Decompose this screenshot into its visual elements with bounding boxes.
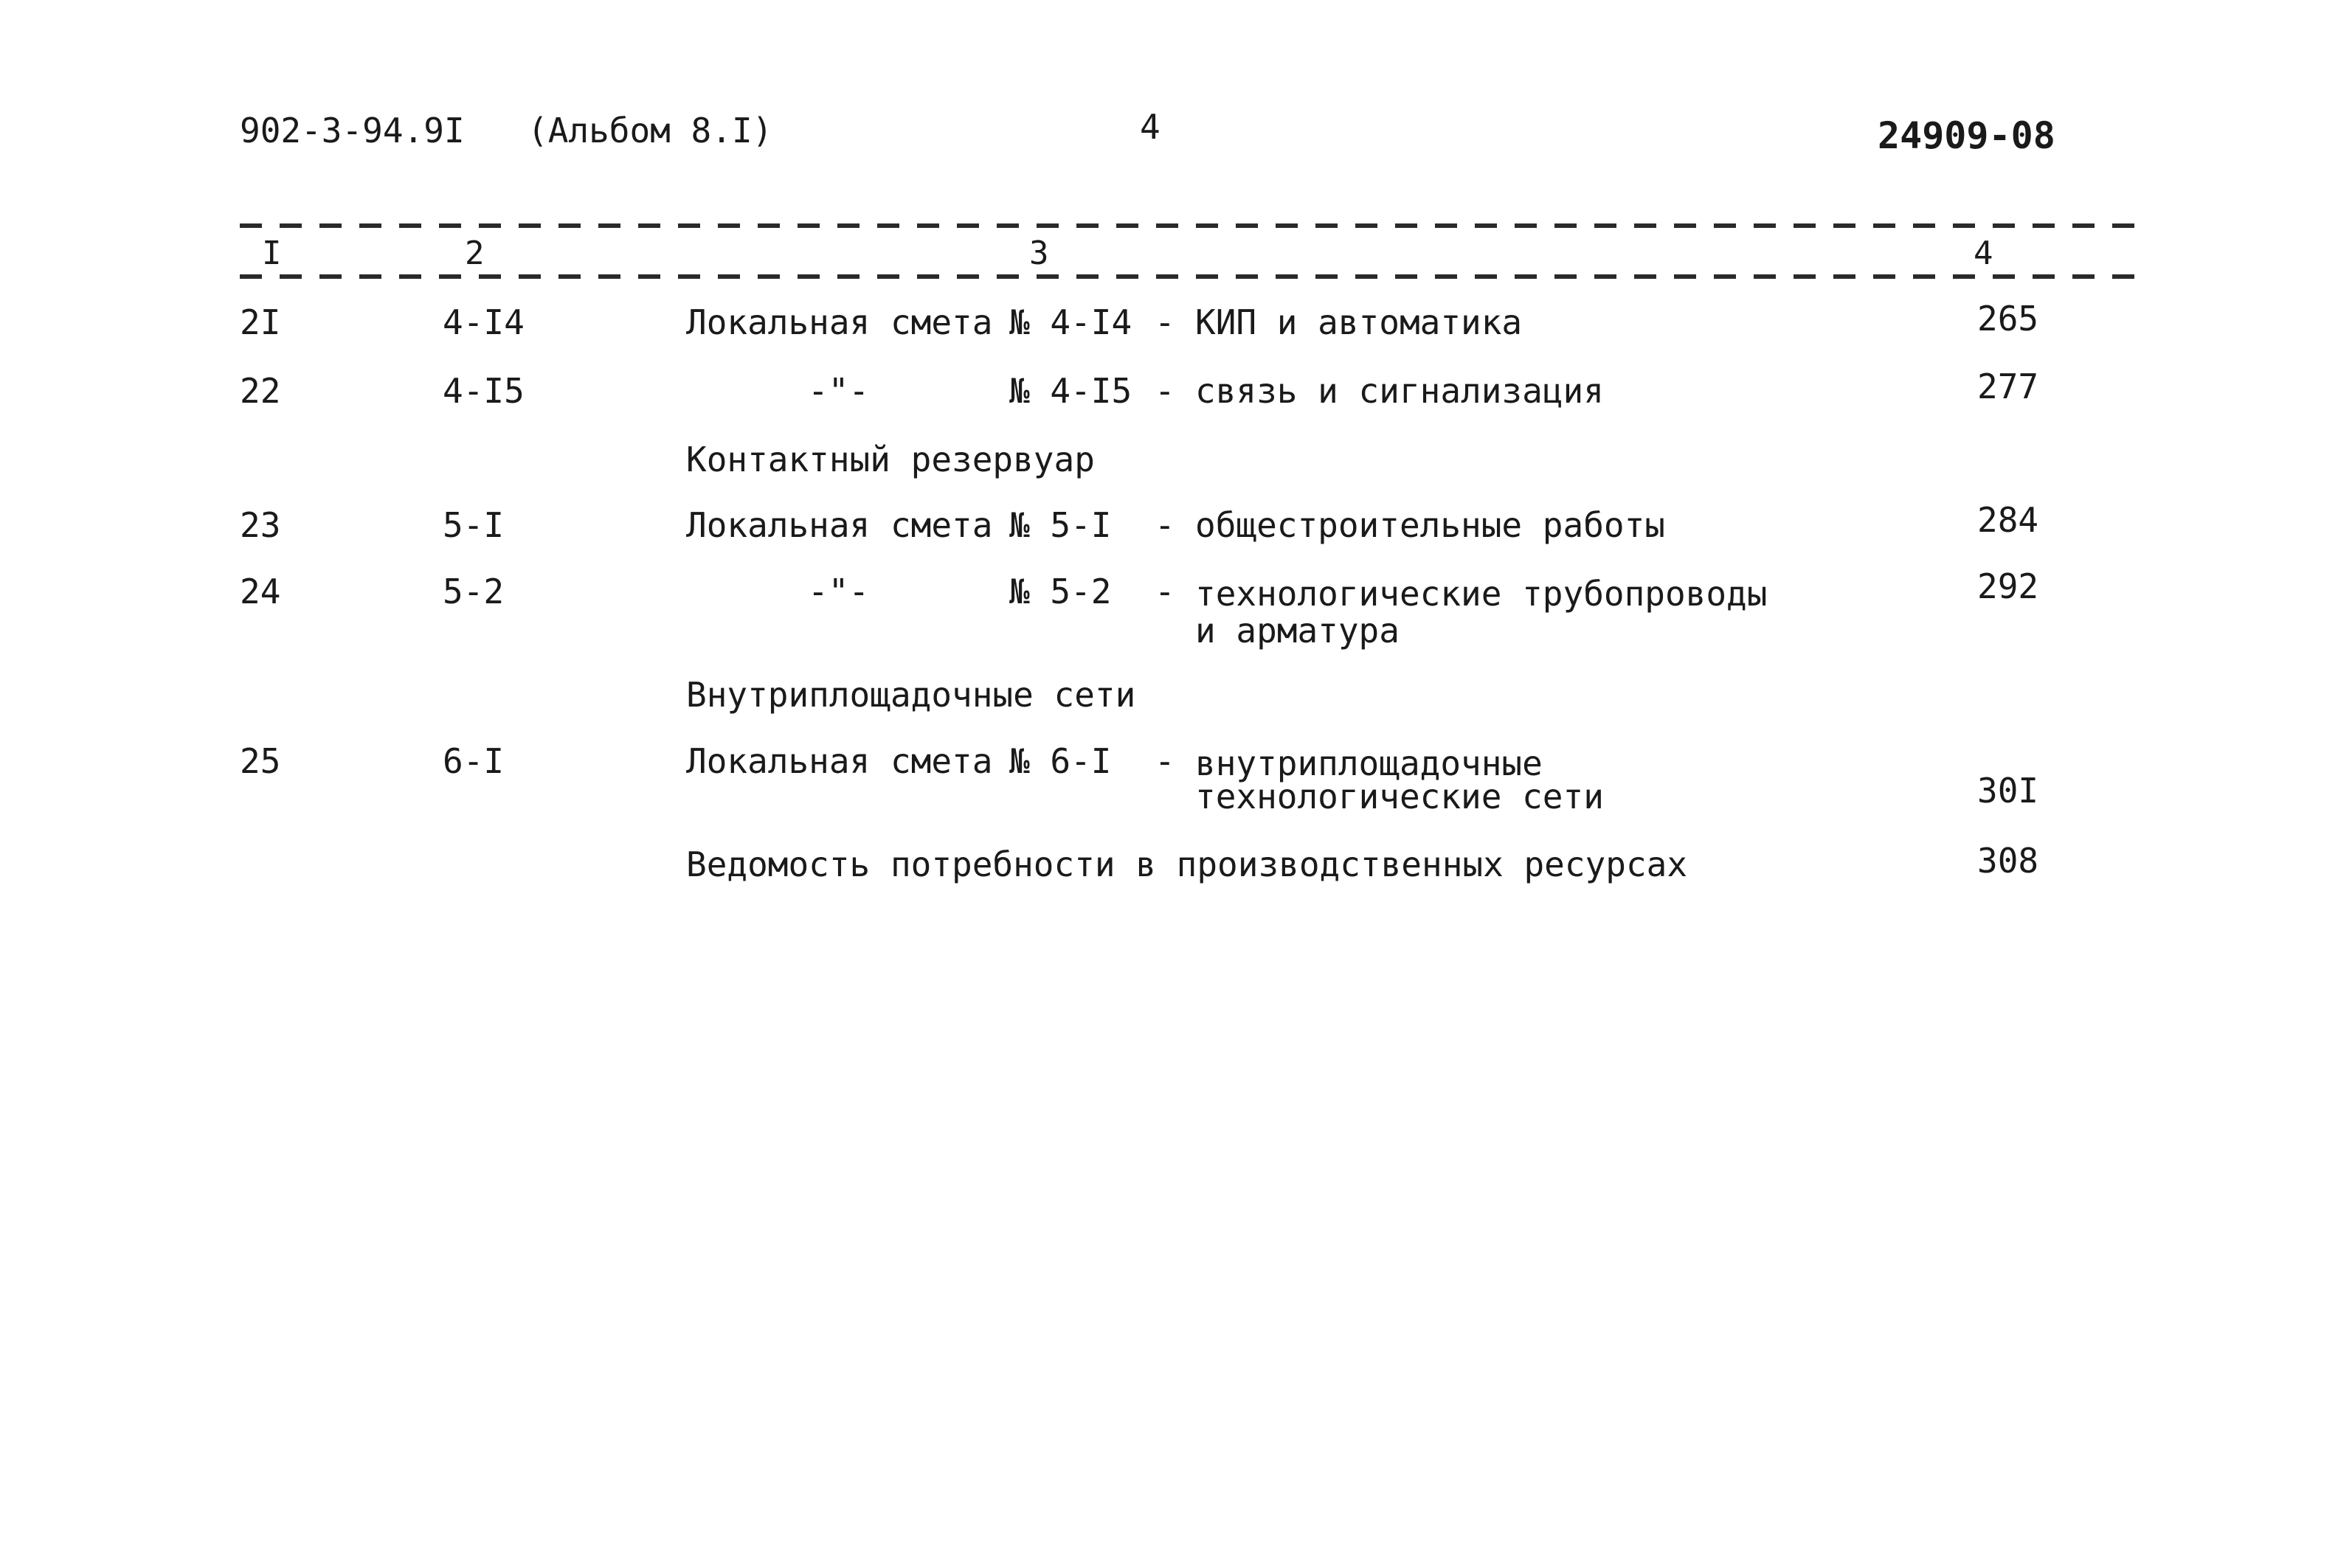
row-prefix: -"-: [808, 572, 870, 611]
row-description: внутриплощадочные: [1195, 743, 1543, 783]
row-number: 25: [240, 741, 281, 781]
row-code: 5-I: [443, 505, 505, 545]
row-code: 5-2: [443, 572, 505, 611]
row-number: 23: [240, 505, 281, 545]
row-ref: № 6-I: [1009, 741, 1112, 781]
row-description: общестроительные работы: [1195, 505, 1665, 545]
row-page: 277: [1977, 367, 2039, 406]
row-page: 30I: [1977, 771, 2039, 811]
row-description: КИП и автоматика: [1195, 302, 1523, 342]
row-prefix: Локальная смета: [686, 302, 993, 342]
table-top-rule: [240, 223, 2136, 228]
column-header-3: 3: [1029, 235, 1049, 272]
row-prefix: Локальная смета: [686, 741, 993, 781]
section-heading: Внутриплощадочные сети: [686, 675, 1136, 715]
section-heading: Контактный резервуар: [686, 440, 1095, 479]
page-number: 4: [1140, 107, 1161, 147]
row-dash: -: [1155, 302, 1175, 342]
column-header-4: 4: [1974, 235, 1993, 272]
row-page: 265: [1977, 299, 2039, 339]
inventory-number: 24909-08: [1878, 114, 2055, 157]
document-code: 902-3-94.9I: [240, 111, 465, 150]
column-header-1: I: [262, 235, 282, 272]
column-header-2: 2: [465, 235, 485, 272]
row-page: 284: [1977, 500, 2039, 540]
row-dash: -: [1155, 741, 1175, 781]
row-dash: -: [1155, 371, 1175, 411]
row-page: 292: [1977, 566, 2039, 606]
row-description-cont: и арматура: [1195, 611, 1400, 651]
row-description: связь и сигнализация: [1195, 371, 1604, 411]
row-description: технологические трубопроводы: [1195, 574, 1768, 614]
album-label: (Альбом 8.I): [528, 111, 773, 150]
row-prefix: Локальная смета: [686, 505, 993, 545]
row-dash: -: [1155, 572, 1175, 611]
row-description-cont: технологические сети: [1195, 777, 1604, 816]
row-code: 4-I4: [443, 302, 525, 342]
row-page: 308: [1977, 841, 2039, 881]
row-code: 4-I5: [443, 371, 525, 411]
section-heading: Ведомость потребности в производственных ресурсах: [686, 844, 1688, 884]
row-ref: № 5-I: [1009, 505, 1112, 545]
row-code: 6-I: [443, 741, 505, 781]
row-dash: -: [1155, 505, 1175, 545]
row-ref: № 5-2: [1009, 572, 1112, 611]
row-number: 2I: [240, 302, 281, 342]
row-ref: № 4-I5: [1009, 371, 1132, 411]
row-ref: № 4-I4: [1009, 302, 1132, 342]
row-prefix: -"-: [808, 371, 870, 411]
row-number: 24: [240, 572, 281, 611]
table-header-rule: [240, 274, 2136, 279]
row-number: 22: [240, 371, 281, 411]
